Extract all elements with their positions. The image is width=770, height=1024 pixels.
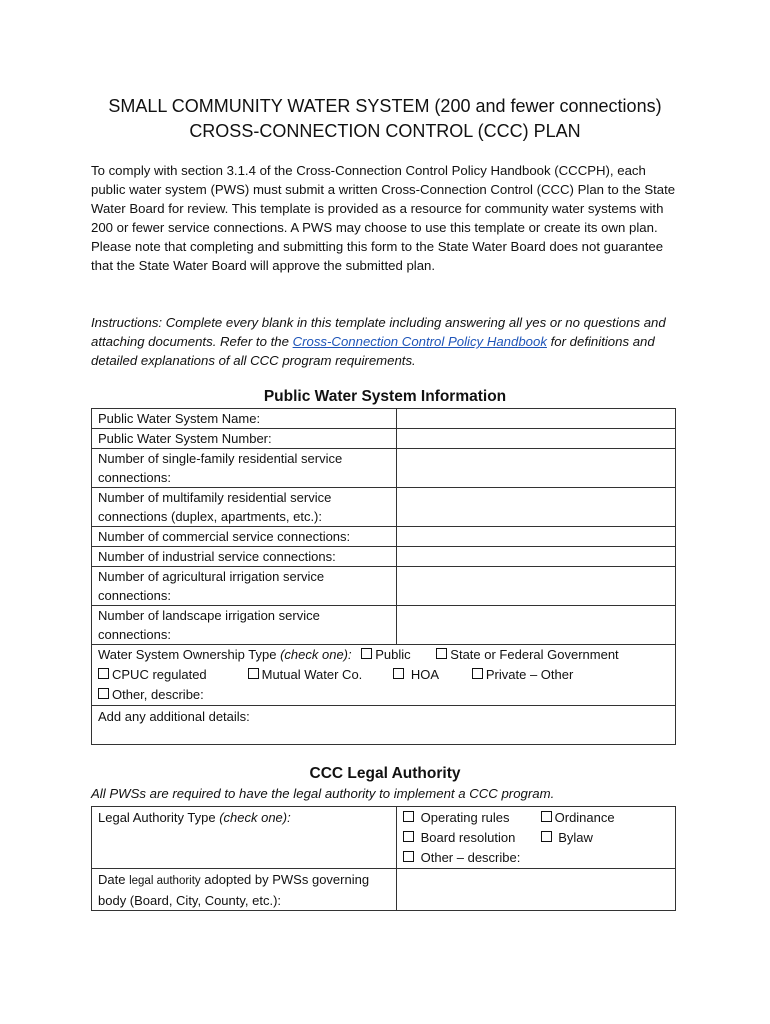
date-adopted-field[interactable]: [397, 869, 676, 911]
table-row: [92, 606, 676, 645]
checkbox-icon[interactable]: [541, 811, 552, 822]
option-bylaw[interactable]: [541, 828, 593, 848]
date-label-cell: [92, 869, 397, 911]
row-label: Number of landscape irrigation service connections:: [92, 606, 397, 645]
table-row: [92, 449, 676, 488]
document-title: [0, 94, 770, 144]
landscape-field[interactable]: [397, 606, 676, 645]
checkbox-icon[interactable]: [403, 811, 414, 822]
ownership-cell: [92, 645, 676, 706]
ownership-line-3: [98, 685, 669, 705]
intro-paragraph: To comply with section 3.1.4 of the Cross-Connection Control Policy Handbook (CCCPH), each public water system (PWS) must submit a written Cross-Connection Control (CCC) Plan to the State Water Board for review. This template is provided as a resource for community water systems with 200 or fewer service connections. A PWS may choose to use this template or create its own plan. Please note that completing and submitting this form to the State Water Board does not guarantee that the State Water Board will approve the submitted plan.: [91, 163, 676, 273]
checkbox-icon[interactable]: [361, 648, 372, 659]
date-label: Date: [98, 872, 130, 887]
legal-options-line-3: [403, 848, 669, 868]
legal-section-subheading: All PWSs are required to have the legal authority to implement a CCC program.: [91, 786, 555, 801]
option-label: CPUC regulated: [112, 667, 207, 682]
pws-name-field[interactable]: [397, 409, 676, 429]
checkbox-icon[interactable]: [436, 648, 447, 659]
legal-section-heading: CCC Legal Authority: [309, 765, 461, 782]
legal-type-options-cell: [397, 807, 676, 869]
legal-options-line-2: [403, 828, 669, 848]
row-label: Public Water System Number:: [92, 429, 397, 449]
option-state-federal[interactable]: [436, 645, 618, 665]
option-board-resolution[interactable]: [403, 828, 537, 848]
ownership-line-2: [98, 665, 669, 685]
option-label: Public: [375, 647, 411, 662]
industrial-field[interactable]: [397, 547, 676, 567]
table-row: [92, 547, 676, 567]
table-row: [92, 409, 676, 429]
row-label: Number of industrial service connections:: [92, 547, 397, 567]
legal-type-label: Legal Authority Type: [98, 810, 220, 825]
checkbox-icon[interactable]: [472, 668, 483, 679]
option-label: HOA: [410, 667, 440, 682]
instructions-paragraph: [91, 313, 681, 370]
checkbox-icon[interactable]: [403, 831, 414, 842]
option-label: Board resolution: [420, 830, 516, 845]
option-label: Ordinance: [554, 810, 615, 825]
checkbox-icon[interactable]: [393, 668, 404, 679]
table-row: [92, 429, 676, 449]
ownership-label-note: (check one):: [280, 647, 352, 662]
option-other-describe[interactable]: [403, 848, 520, 868]
option-other[interactable]: [98, 685, 204, 705]
checkbox-icon[interactable]: [403, 851, 414, 862]
option-hoa[interactable]: [393, 665, 468, 685]
option-public[interactable]: [361, 645, 410, 665]
row-label: Number of commercial service connections:: [92, 527, 397, 547]
table-row: [92, 488, 676, 527]
multifamily-field[interactable]: [397, 488, 676, 527]
table-row: [92, 807, 676, 869]
ownership-row: [92, 645, 676, 706]
option-label: Other, describe:: [112, 687, 204, 702]
checkbox-icon[interactable]: [541, 831, 552, 842]
legal-type-label-note: (check one):: [219, 810, 291, 825]
pws-info-table: [91, 408, 676, 745]
title-line-2: CROSS-CONNECTION CONTROL (CCC) PLAN: [189, 121, 581, 141]
legal-options-line-1: [403, 808, 669, 828]
pws-number-field[interactable]: [397, 429, 676, 449]
option-label: Bylaw: [558, 830, 593, 845]
option-ordinance[interactable]: [541, 808, 615, 828]
option-label: Operating rules: [420, 810, 510, 825]
row-label: Public Water System Name:: [92, 409, 397, 429]
option-label: Mutual Water Co.: [261, 667, 363, 682]
details-label: Add any additional details:: [98, 709, 250, 724]
date-label-small: legal authority: [129, 875, 201, 887]
option-cpuc[interactable]: [98, 665, 244, 685]
checkbox-icon[interactable]: [98, 668, 109, 679]
table-row: [92, 567, 676, 606]
single-family-field[interactable]: [397, 449, 676, 488]
option-label: Other – describe:: [420, 850, 521, 865]
option-private-other[interactable]: [472, 665, 573, 685]
agricultural-field[interactable]: [397, 567, 676, 606]
commercial-field[interactable]: [397, 527, 676, 547]
details-cell[interactable]: [92, 706, 676, 745]
table-row: [92, 527, 676, 547]
legal-type-label-cell: [92, 807, 397, 869]
ownership-line-1: [98, 645, 669, 665]
details-row: [92, 706, 676, 745]
option-label: State or Federal Government: [450, 647, 619, 662]
checkbox-icon[interactable]: [98, 688, 109, 699]
ownership-label: Water System Ownership Type: [98, 647, 281, 662]
table-row: [92, 869, 676, 911]
handbook-link[interactable]: Cross-Connection Control Policy Handbook: [292, 334, 547, 349]
date-label-end: adopted by PWSs governing body (Board, City, County, etc.):: [98, 872, 370, 908]
option-mutual[interactable]: [248, 665, 390, 685]
title-line-1: SMALL COMMUNITY WATER SYSTEM (200 and fewer connections): [108, 96, 662, 116]
row-label: Number of agricultural irrigation service connections:: [92, 567, 397, 606]
checkbox-icon[interactable]: [248, 668, 259, 679]
row-label: Number of single-family residential service connections:: [92, 449, 397, 488]
option-label: Private – Other: [485, 667, 574, 682]
legal-authority-table: [91, 806, 676, 911]
option-operating-rules[interactable]: [403, 808, 537, 828]
row-label: Number of multifamily residential service connections (duplex, apartments, etc.):: [92, 488, 397, 527]
instructions-text-end: for definitions and detailed explanations of all CCC program requirements.: [91, 334, 655, 368]
instructions-text: Instructions: Complete every blank in this template including answering all yes or no questions and attaching documents. Refer to the: [91, 315, 666, 349]
pws-section-heading: Public Water System Information: [263, 388, 507, 405]
